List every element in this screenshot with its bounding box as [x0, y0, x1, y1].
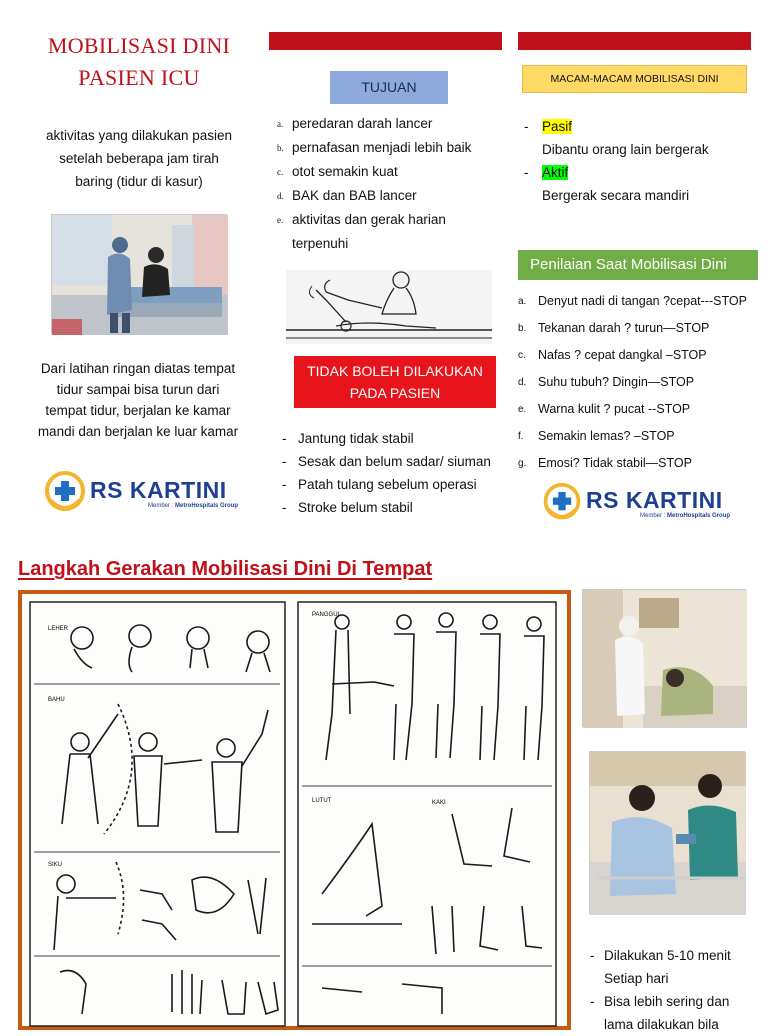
logo-name: RS KARTINI: [586, 486, 723, 513]
diagram-label-lutut: LUTUT: [312, 798, 332, 804]
list-item: e. Warna kulit ? pucat --STOP: [518, 402, 691, 416]
list-item-continuation: lama dilakukan bila: [604, 1017, 719, 1032]
macam-label: MACAM-MACAM MOBILISASI DINI: [522, 65, 747, 93]
list-item: c. otot semakin kuat: [277, 164, 398, 179]
nurse-assist-photo: [51, 214, 227, 334]
progression-line: tidur sampai bisa turun dari: [56, 382, 220, 397]
diagram-label-leher: LEHER: [48, 626, 69, 632]
logo-member: Member : MetroHospitals Group: [148, 502, 239, 509]
nurse-check-illustration: [590, 752, 746, 915]
nurse-assist-illustration: [52, 215, 228, 335]
nurse-bedside-photo: [582, 589, 746, 727]
progression-line: mandi dan berjalan ke luar kamar: [37, 424, 239, 439]
intro-text: [26, 124, 252, 193]
langkah-heading: Langkah Gerakan Mobilisasi Dini Di Tempat: [18, 558, 433, 580]
macam-content: [524, 115, 764, 207]
rs-kartini-logo-2: [542, 482, 730, 524]
list-item: - Sesak dan belum sadar/ siuman: [282, 454, 491, 469]
list-item: d. BAK dan BAB lancer: [277, 188, 417, 203]
tujuan-label: TUJUAN: [330, 71, 448, 104]
pasif-row: - Pasif: [524, 119, 573, 134]
tidak-boleh-list: [282, 427, 512, 519]
aktif-label: Aktif: [542, 165, 569, 180]
list-item: b. pernafasan menjadi lebih baik: [277, 140, 472, 155]
list-item: f. Semakin lemas? –STOP: [518, 429, 675, 443]
diagram-label-kaki: KAKI: [432, 800, 446, 806]
nurse-check-photo: [589, 751, 745, 914]
top-bar-right: [518, 32, 751, 50]
leg-exercise-drawing: [286, 270, 492, 344]
intro-line: aktivitas yang dilakukan pasien: [45, 128, 233, 143]
intro-line: baring (tidur di kasur): [75, 174, 203, 189]
list-item-continuation: Setiap hari: [604, 971, 669, 986]
rs-kartini-emblem-icon: [44, 470, 86, 516]
list-item: - Jantung tidak stabil: [282, 431, 414, 446]
progression-line: Dari latihan ringan diatas tempat: [40, 361, 236, 376]
rs-kartini-emblem-icon: [542, 482, 582, 524]
diagram-label-panggul: PANGGUL: [312, 612, 341, 618]
list-item: c. Nafas ? cepat dangkal –STOP: [518, 348, 707, 362]
nurse-bedside-illustration: [583, 590, 747, 728]
tujuan-list: [277, 112, 507, 255]
intro-line: setelah beberapa jam tirah: [59, 151, 219, 166]
aktif-row: - Aktif: [524, 165, 569, 180]
frequency-notes: [590, 944, 760, 1036]
list-item: - Stroke belum stabil: [282, 500, 413, 515]
penilaian-list: [518, 288, 763, 477]
pasif-label: Pasif: [542, 119, 573, 134]
tidak-boleh-label: [294, 356, 496, 408]
progression-line: tempat tidur, berjalan ke kamar: [45, 403, 231, 418]
diagram-label-siku: SIKU: [48, 862, 63, 868]
list-item: g. Emosi? Tidak stabil—STOP: [518, 456, 692, 470]
list-item: a. peredaran darah lancer: [277, 116, 433, 131]
rs-kartini-logo: [44, 470, 238, 516]
title-line-1: MOBILISASI DINI: [47, 33, 231, 58]
list-item-continuation: terpenuhi: [292, 236, 349, 251]
exercise-diagram-frame: [18, 590, 571, 1030]
list-item: - Patah tulang sebelum operasi: [282, 477, 477, 492]
list-item: a. Denyut nadi di tangan ?cepat---STOP: [518, 294, 747, 308]
warn-line-2: PADA PASIEN: [349, 385, 441, 401]
logo-member: Member : MetroHospitals Group: [640, 512, 731, 519]
pasif-desc: Dibantu orang lain bergerak: [542, 142, 709, 157]
list-item: - Bisa lebih sering dan: [590, 994, 730, 1009]
list-item: e. aktivitas dan gerak harian: [277, 212, 446, 227]
page-title: [24, 30, 254, 94]
logo-name: RS KARTINI: [90, 476, 227, 503]
leg-exercise-illustration: [286, 270, 492, 344]
warn-line-1: TIDAK BOLEH DILAKUKAN: [307, 363, 483, 379]
range-of-motion-diagram: [22, 594, 567, 1026]
penilaian-label: Penilaian Saat Mobilisasi Dini: [518, 250, 758, 280]
aktif-desc: Bergerak secara mandiri: [542, 188, 690, 203]
diagram-label-bahu: BAHU: [48, 697, 65, 703]
list-item: b. Tekanan darah ? turun—STOP: [518, 321, 710, 335]
progression-text: [24, 358, 252, 442]
title-line-2: PASIEN ICU: [78, 65, 200, 90]
list-item: d. Suhu tubuh? Dingin—STOP: [518, 375, 695, 389]
list-item: - Dilakukan 5-10 menit: [590, 948, 731, 963]
top-bar-middle: [269, 32, 502, 50]
